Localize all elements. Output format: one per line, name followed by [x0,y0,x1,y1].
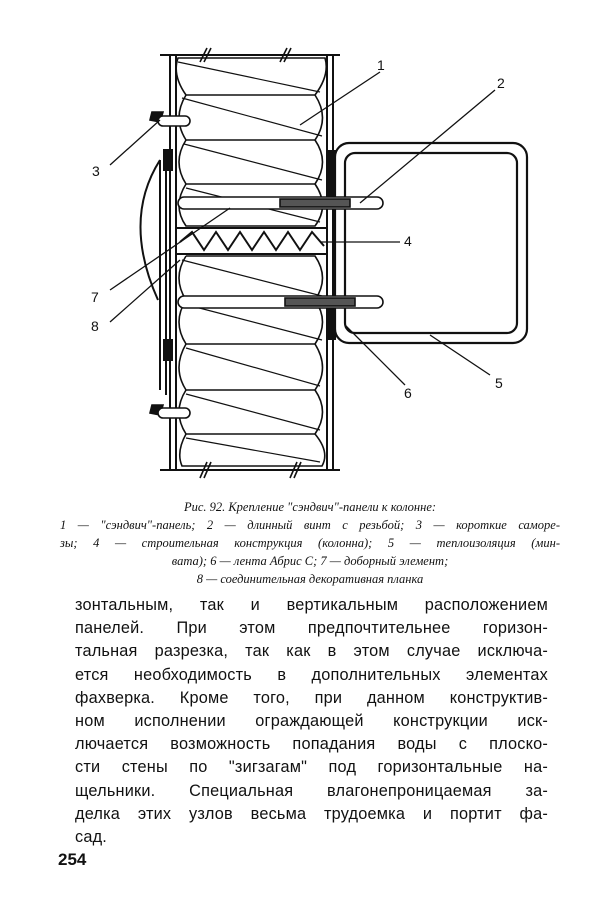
zigzag-insulation [180,232,324,250]
callout-3: 3 [92,163,100,179]
callout-5: 5 [495,375,503,391]
body-line: фахверка. Кроме того, при данном конструктив- [75,688,548,707]
caption-line: 8 — соединительная декоративная планка [196,572,424,586]
callout-2: 2 [497,75,505,91]
decorative-strip [140,150,172,395]
callout-1: 1 [377,57,385,73]
break-marks [200,48,301,478]
callout-6: 6 [404,385,412,401]
caption-line: 1 — "сэндвич"-панель; 2 — длинный винт с резьбой; 3 — короткие саморе- [60,518,560,532]
body-line: ется необходимость в дополнительных элементах [75,665,548,684]
long-screws [178,197,383,308]
callout-8: 8 [91,318,99,334]
figure-caption [60,498,560,588]
body-paragraph [75,594,548,849]
column-profile [335,143,527,343]
body-line: сти стены по "зигзагам" под горизонтальные на- [75,758,548,777]
insulation-lower [179,256,325,466]
body-line: ном исполнении ограждающей конструкции иск- [75,712,548,731]
caption-line: вата); 6 — лента Абрис С; 7 — доборный элемент; [171,554,449,568]
body-line: делка этих узлов весьма трудоемка и портит фа- [75,804,548,823]
page-number: 254 [58,850,87,869]
body-line: панелей. При этом предпочтительнее горизон- [75,619,548,638]
body-line: тальная разрезка, так как в этом случае исключа- [75,642,548,661]
body-line: лючается возможность попадания воды с плоско- [75,735,548,754]
body-line: щельники. Специальная влагонепроницаемая за- [75,781,548,800]
caption-line: зы; 4 — строительная конструкция (колонна); 5 — теплоизоляция (мин- [60,536,560,550]
callout-7: 7 [91,289,99,305]
callout-4: 4 [404,233,412,249]
body-line: сад. [75,828,108,847]
caption-title: Рис. 92. Крепление "сэндвич"-панели к колонне: [183,500,437,514]
body-line: зонтальным, так и вертикальным расположением [75,596,548,614]
